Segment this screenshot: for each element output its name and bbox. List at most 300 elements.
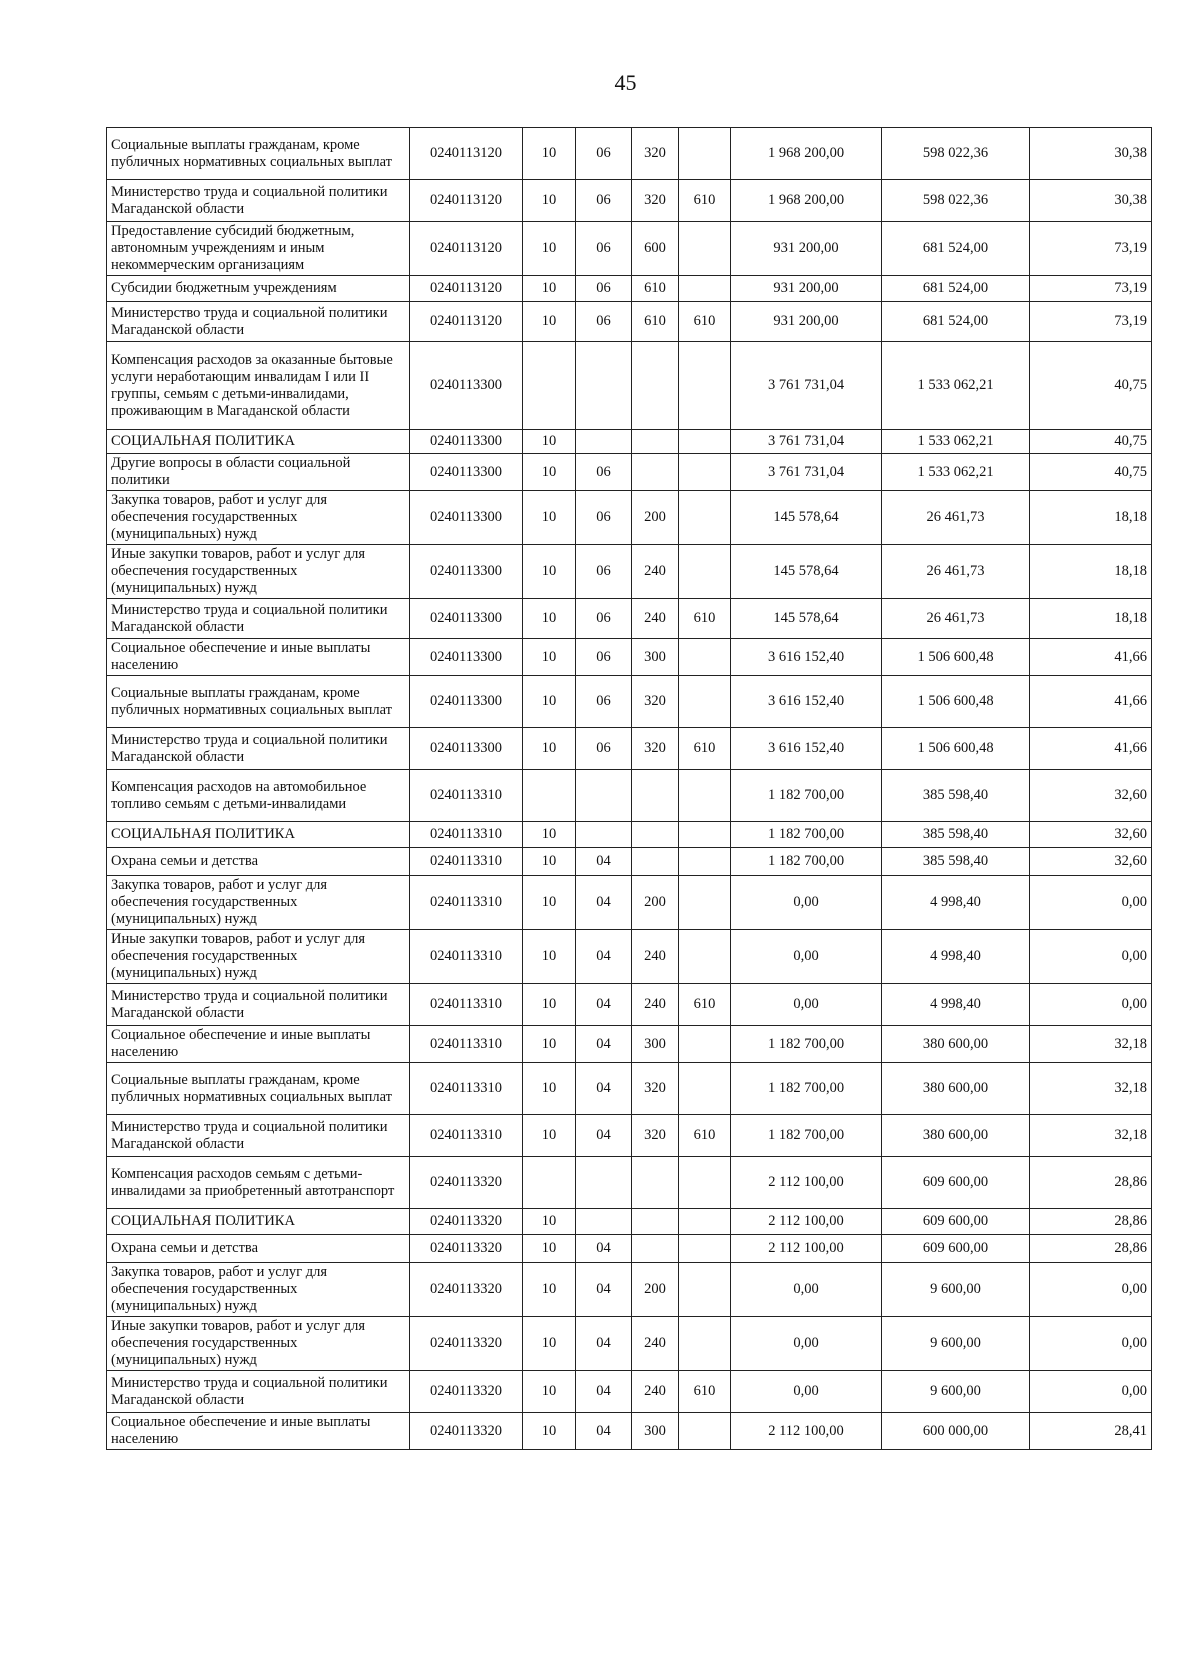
expense-type-code: 320 [632, 1115, 679, 1157]
section-code [523, 1157, 576, 1209]
table-row [107, 276, 1152, 302]
expense-type-code: 320 [632, 128, 679, 180]
row-name: Министерство труда и социальной политики Магаданской области [107, 728, 410, 770]
subsection-code: 06 [576, 454, 632, 491]
section-code: 10 [523, 848, 576, 876]
section-code: 10 [523, 1317, 576, 1371]
table-row [107, 876, 1152, 930]
execution-percent: 28,41 [1030, 1413, 1152, 1450]
actual-amount: 600 000,00 [882, 1413, 1030, 1450]
actual-amount: 385 598,40 [882, 848, 1030, 876]
administrator-code [679, 822, 731, 848]
target-article-code: 0240113310 [410, 770, 523, 822]
planned-amount: 2 112 100,00 [731, 1157, 882, 1209]
planned-amount: 931 200,00 [731, 222, 882, 276]
row-name: Охрана семьи и детства [107, 1235, 410, 1263]
section-code: 10 [523, 491, 576, 545]
subsection-code: 06 [576, 180, 632, 222]
section-code: 10 [523, 1115, 576, 1157]
administrator-code [679, 1263, 731, 1317]
expense-type-code: 300 [632, 1413, 679, 1450]
administrator-code: 610 [679, 302, 731, 342]
subsection-code: 04 [576, 1317, 632, 1371]
table-row [107, 491, 1152, 545]
administrator-code [679, 1026, 731, 1063]
target-article-code: 0240113310 [410, 822, 523, 848]
execution-percent: 30,38 [1030, 180, 1152, 222]
subsection-code: 04 [576, 930, 632, 984]
administrator-code: 610 [679, 984, 731, 1026]
planned-amount: 3 761 731,04 [731, 430, 882, 454]
row-name: Социальное обеспечение и иные выплаты населению [107, 1026, 410, 1063]
actual-amount: 380 600,00 [882, 1115, 1030, 1157]
execution-percent: 32,60 [1030, 770, 1152, 822]
target-article-code: 0240113300 [410, 639, 523, 676]
section-code [523, 770, 576, 822]
target-article-code: 0240113300 [410, 728, 523, 770]
actual-amount: 380 600,00 [882, 1026, 1030, 1063]
target-article-code: 0240113310 [410, 1026, 523, 1063]
row-name: Иные закупки товаров, работ и услуг для обеспечения государственных (муниципальных) нужд [107, 545, 410, 599]
actual-amount: 385 598,40 [882, 770, 1030, 822]
actual-amount: 609 600,00 [882, 1209, 1030, 1235]
planned-amount: 0,00 [731, 984, 882, 1026]
subsection-code [576, 1157, 632, 1209]
section-code: 10 [523, 128, 576, 180]
table-row [107, 128, 1152, 180]
administrator-code: 610 [679, 599, 731, 639]
administrator-code [679, 1413, 731, 1450]
subsection-code: 04 [576, 984, 632, 1026]
execution-percent: 41,66 [1030, 676, 1152, 728]
execution-percent: 0,00 [1030, 876, 1152, 930]
administrator-code [679, 930, 731, 984]
section-code: 10 [523, 822, 576, 848]
row-name: Другие вопросы в области социальной политики [107, 454, 410, 491]
table-row [107, 180, 1152, 222]
row-name: Министерство труда и социальной политики Магаданской области [107, 599, 410, 639]
actual-amount: 9 600,00 [882, 1263, 1030, 1317]
row-name: Министерство труда и социальной политики Магаданской области [107, 180, 410, 222]
subsection-code: 04 [576, 848, 632, 876]
expense-type-code: 240 [632, 930, 679, 984]
expense-type-code [632, 430, 679, 454]
planned-amount: 1 182 700,00 [731, 1063, 882, 1115]
row-name: Социальные выплаты гражданам, кроме публичных нормативных социальных выплат [107, 128, 410, 180]
planned-amount: 1 182 700,00 [731, 848, 882, 876]
administrator-code [679, 1209, 731, 1235]
subsection-code: 06 [576, 276, 632, 302]
planned-amount: 3 761 731,04 [731, 342, 882, 430]
expense-type-code [632, 848, 679, 876]
expense-type-code: 200 [632, 876, 679, 930]
row-name: Социальное обеспечение и иные выплаты населению [107, 639, 410, 676]
actual-amount: 385 598,40 [882, 822, 1030, 848]
table-row [107, 1209, 1152, 1235]
subsection-code [576, 1209, 632, 1235]
table-row [107, 342, 1152, 430]
execution-percent: 0,00 [1030, 1317, 1152, 1371]
target-article-code: 0240113300 [410, 676, 523, 728]
target-article-code: 0240113300 [410, 454, 523, 491]
row-name: Компенсация расходов за оказанные бытовые услуги неработающим инвалидам I или II группы, семьям с детьми-инвалидами, проживающим в Магаданской области [107, 342, 410, 430]
subsection-code: 06 [576, 639, 632, 676]
execution-percent: 0,00 [1030, 1263, 1152, 1317]
planned-amount: 145 578,64 [731, 599, 882, 639]
administrator-code [679, 1063, 731, 1115]
subsection-code: 06 [576, 599, 632, 639]
expense-type-code: 610 [632, 276, 679, 302]
subsection-code: 04 [576, 1371, 632, 1413]
row-name: Министерство труда и социальной политики Магаданской области [107, 1115, 410, 1157]
table-row [107, 1063, 1152, 1115]
expense-type-code: 200 [632, 491, 679, 545]
row-name: Компенсация расходов на автомобильное топливо семьям с детьми-инвалидами [107, 770, 410, 822]
target-article-code: 0240113310 [410, 876, 523, 930]
section-code: 10 [523, 454, 576, 491]
execution-percent: 41,66 [1030, 639, 1152, 676]
table-row [107, 1317, 1152, 1371]
execution-percent: 32,18 [1030, 1026, 1152, 1063]
execution-percent: 0,00 [1030, 984, 1152, 1026]
execution-percent: 73,19 [1030, 302, 1152, 342]
row-name: Социальные выплаты гражданам, кроме публичных нормативных социальных выплат [107, 1063, 410, 1115]
administrator-code: 610 [679, 728, 731, 770]
planned-amount: 3 616 152,40 [731, 676, 882, 728]
execution-percent: 0,00 [1030, 930, 1152, 984]
actual-amount: 4 998,40 [882, 930, 1030, 984]
target-article-code: 0240113320 [410, 1413, 523, 1450]
table-row [107, 639, 1152, 676]
planned-amount: 1 182 700,00 [731, 770, 882, 822]
actual-amount: 609 600,00 [882, 1235, 1030, 1263]
subsection-code: 06 [576, 545, 632, 599]
target-article-code: 0240113300 [410, 491, 523, 545]
administrator-code [679, 876, 731, 930]
execution-percent: 73,19 [1030, 276, 1152, 302]
target-article-code: 0240113320 [410, 1209, 523, 1235]
table-row [107, 302, 1152, 342]
administrator-code [679, 342, 731, 430]
target-article-code: 0240113320 [410, 1157, 523, 1209]
planned-amount: 1 182 700,00 [731, 1026, 882, 1063]
table-row [107, 1371, 1152, 1413]
actual-amount: 26 461,73 [882, 491, 1030, 545]
expense-type-code: 600 [632, 222, 679, 276]
administrator-code [679, 676, 731, 728]
target-article-code: 0240113320 [410, 1263, 523, 1317]
table-row [107, 770, 1152, 822]
planned-amount: 0,00 [731, 930, 882, 984]
execution-percent: 28,86 [1030, 1235, 1152, 1263]
actual-amount: 1 506 600,48 [882, 639, 1030, 676]
target-article-code: 0240113320 [410, 1235, 523, 1263]
planned-amount: 0,00 [731, 1263, 882, 1317]
actual-amount: 1 533 062,21 [882, 430, 1030, 454]
administrator-code [679, 276, 731, 302]
section-code: 10 [523, 430, 576, 454]
actual-amount: 26 461,73 [882, 599, 1030, 639]
table-row [107, 599, 1152, 639]
execution-percent: 40,75 [1030, 430, 1152, 454]
row-name: Предоставление субсидий бюджетным, автономным учреждениям и иным некоммерческим организациям [107, 222, 410, 276]
section-code: 10 [523, 728, 576, 770]
target-article-code: 0240113120 [410, 128, 523, 180]
planned-amount: 145 578,64 [731, 545, 882, 599]
expense-type-code: 240 [632, 545, 679, 599]
section-code: 10 [523, 1063, 576, 1115]
administrator-code: 610 [679, 180, 731, 222]
execution-percent: 32,18 [1030, 1115, 1152, 1157]
execution-percent: 32,18 [1030, 1063, 1152, 1115]
planned-amount: 0,00 [731, 876, 882, 930]
section-code: 10 [523, 1026, 576, 1063]
administrator-code [679, 639, 731, 676]
target-article-code: 0240113120 [410, 222, 523, 276]
planned-amount: 931 200,00 [731, 276, 882, 302]
row-name: Социальное обеспечение и иные выплаты населению [107, 1413, 410, 1450]
table-row [107, 1157, 1152, 1209]
subsection-code: 06 [576, 728, 632, 770]
target-article-code: 0240113310 [410, 984, 523, 1026]
execution-percent: 41,66 [1030, 728, 1152, 770]
expense-type-code: 300 [632, 1026, 679, 1063]
row-name: Министерство труда и социальной политики Магаданской области [107, 302, 410, 342]
execution-percent: 73,19 [1030, 222, 1152, 276]
expense-type-code [632, 1157, 679, 1209]
table-row [107, 1263, 1152, 1317]
administrator-code: 610 [679, 1371, 731, 1413]
subsection-code: 04 [576, 1026, 632, 1063]
subsection-code: 06 [576, 302, 632, 342]
expense-type-code: 200 [632, 1263, 679, 1317]
section-code: 10 [523, 984, 576, 1026]
execution-percent: 18,18 [1030, 599, 1152, 639]
subsection-code [576, 430, 632, 454]
administrator-code [679, 128, 731, 180]
section-code: 10 [523, 599, 576, 639]
expense-type-code: 320 [632, 180, 679, 222]
target-article-code: 0240113120 [410, 276, 523, 302]
row-name: Социальные выплаты гражданам, кроме публичных нормативных социальных выплат [107, 676, 410, 728]
actual-amount: 4 998,40 [882, 876, 1030, 930]
budget-table [106, 127, 1152, 1450]
expense-type-code: 320 [632, 676, 679, 728]
row-name: Охрана семьи и детства [107, 848, 410, 876]
expense-type-code: 300 [632, 639, 679, 676]
table-row [107, 1026, 1152, 1063]
subsection-code: 06 [576, 222, 632, 276]
target-article-code: 0240113300 [410, 430, 523, 454]
subsection-code: 04 [576, 1115, 632, 1157]
execution-percent: 40,75 [1030, 342, 1152, 430]
execution-percent: 0,00 [1030, 1371, 1152, 1413]
target-article-code: 0240113300 [410, 599, 523, 639]
expense-type-code [632, 454, 679, 491]
administrator-code [679, 545, 731, 599]
row-name: Закупка товаров, работ и услуг для обеспечения государственных (муниципальных) нужд [107, 876, 410, 930]
subsection-code: 04 [576, 1413, 632, 1450]
table-row [107, 430, 1152, 454]
row-name: Иные закупки товаров, работ и услуг для обеспечения государственных (муниципальных) нужд [107, 1317, 410, 1371]
planned-amount: 1 968 200,00 [731, 180, 882, 222]
actual-amount: 380 600,00 [882, 1063, 1030, 1115]
table-row [107, 728, 1152, 770]
execution-percent: 40,75 [1030, 454, 1152, 491]
table-row [107, 1235, 1152, 1263]
section-code: 10 [523, 676, 576, 728]
actual-amount: 9 600,00 [882, 1371, 1030, 1413]
planned-amount: 1 182 700,00 [731, 822, 882, 848]
target-article-code: 0240113300 [410, 545, 523, 599]
row-name: Закупка товаров, работ и услуг для обеспечения государственных (муниципальных) нужд [107, 1263, 410, 1317]
subsection-code [576, 342, 632, 430]
row-name: СОЦИАЛЬНАЯ ПОЛИТИКА [107, 822, 410, 848]
target-article-code: 0240113300 [410, 342, 523, 430]
actual-amount: 1 506 600,48 [882, 676, 1030, 728]
execution-percent: 28,86 [1030, 1157, 1152, 1209]
section-code: 10 [523, 1235, 576, 1263]
actual-amount: 1 506 600,48 [882, 728, 1030, 770]
subsection-code: 06 [576, 128, 632, 180]
section-code: 10 [523, 1263, 576, 1317]
actual-amount: 681 524,00 [882, 302, 1030, 342]
expense-type-code: 240 [632, 1317, 679, 1371]
section-code: 10 [523, 930, 576, 984]
table-row [107, 545, 1152, 599]
target-article-code: 0240113320 [410, 1317, 523, 1371]
row-name: СОЦИАЛЬНАЯ ПОЛИТИКА [107, 1209, 410, 1235]
table-row [107, 1115, 1152, 1157]
section-code: 10 [523, 1209, 576, 1235]
target-article-code: 0240113120 [410, 180, 523, 222]
administrator-code [679, 770, 731, 822]
subsection-code: 04 [576, 876, 632, 930]
row-name: Субсидии бюджетным учреждениям [107, 276, 410, 302]
section-code: 10 [523, 276, 576, 302]
execution-percent: 30,38 [1030, 128, 1152, 180]
actual-amount: 609 600,00 [882, 1157, 1030, 1209]
subsection-code: 04 [576, 1263, 632, 1317]
table-row [107, 222, 1152, 276]
section-code: 10 [523, 222, 576, 276]
planned-amount: 145 578,64 [731, 491, 882, 545]
table-row [107, 1413, 1152, 1450]
actual-amount: 598 022,36 [882, 180, 1030, 222]
planned-amount: 3 761 731,04 [731, 454, 882, 491]
expense-type-code: 240 [632, 984, 679, 1026]
actual-amount: 26 461,73 [882, 545, 1030, 599]
administrator-code [679, 1157, 731, 1209]
administrator-code [679, 491, 731, 545]
section-code: 10 [523, 545, 576, 599]
table-row [107, 676, 1152, 728]
table-row [107, 984, 1152, 1026]
actual-amount: 1 533 062,21 [882, 454, 1030, 491]
target-article-code: 0240113320 [410, 1371, 523, 1413]
actual-amount: 4 998,40 [882, 984, 1030, 1026]
row-name: Закупка товаров, работ и услуг для обеспечения государственных (муниципальных) нужд [107, 491, 410, 545]
actual-amount: 1 533 062,21 [882, 342, 1030, 430]
section-code: 10 [523, 1413, 576, 1450]
table-row [107, 454, 1152, 491]
planned-amount: 1 968 200,00 [731, 128, 882, 180]
planned-amount: 2 112 100,00 [731, 1209, 882, 1235]
expense-type-code [632, 1235, 679, 1263]
planned-amount: 1 182 700,00 [731, 1115, 882, 1157]
administrator-code [679, 1317, 731, 1371]
execution-percent: 28,86 [1030, 1209, 1152, 1235]
page-number: 45 [614, 70, 637, 95]
row-name: Министерство труда и социальной политики Магаданской области [107, 1371, 410, 1413]
row-name: Компенсация расходов семьям с детьми-инвалидами за приобретенный автотранспорт [107, 1157, 410, 1209]
row-name: СОЦИАЛЬНАЯ ПОЛИТИКА [107, 430, 410, 454]
administrator-code [679, 1235, 731, 1263]
expense-type-code: 320 [632, 1063, 679, 1115]
target-article-code: 0240113310 [410, 1115, 523, 1157]
section-code [523, 342, 576, 430]
section-code: 10 [523, 180, 576, 222]
row-name: Иные закупки товаров, работ и услуг для обеспечения государственных (муниципальных) нужд [107, 930, 410, 984]
expense-type-code: 610 [632, 302, 679, 342]
target-article-code: 0240113310 [410, 930, 523, 984]
subsection-code: 06 [576, 676, 632, 728]
expense-type-code [632, 342, 679, 430]
table-body [107, 128, 1152, 1450]
execution-percent: 32,60 [1030, 848, 1152, 876]
target-article-code: 0240113120 [410, 302, 523, 342]
planned-amount: 2 112 100,00 [731, 1235, 882, 1263]
administrator-code [679, 454, 731, 491]
expense-type-code: 240 [632, 599, 679, 639]
administrator-code [679, 222, 731, 276]
table-row [107, 822, 1152, 848]
execution-percent: 18,18 [1030, 545, 1152, 599]
actual-amount: 598 022,36 [882, 128, 1030, 180]
subsection-code: 04 [576, 1063, 632, 1115]
section-code: 10 [523, 639, 576, 676]
subsection-code [576, 822, 632, 848]
actual-amount: 681 524,00 [882, 222, 1030, 276]
expense-type-code: 240 [632, 1371, 679, 1413]
subsection-code [576, 770, 632, 822]
administrator-code: 610 [679, 1115, 731, 1157]
row-name: Министерство труда и социальной политики Магаданской области [107, 984, 410, 1026]
subsection-code: 06 [576, 491, 632, 545]
planned-amount: 2 112 100,00 [731, 1413, 882, 1450]
subsection-code: 04 [576, 1235, 632, 1263]
execution-percent: 32,60 [1030, 822, 1152, 848]
administrator-code [679, 430, 731, 454]
table-row [107, 848, 1152, 876]
planned-amount: 931 200,00 [731, 302, 882, 342]
section-code: 10 [523, 302, 576, 342]
expense-type-code: 320 [632, 728, 679, 770]
section-code: 10 [523, 1371, 576, 1413]
section-code: 10 [523, 876, 576, 930]
target-article-code: 0240113310 [410, 1063, 523, 1115]
execution-percent: 18,18 [1030, 491, 1152, 545]
expense-type-code [632, 1209, 679, 1235]
planned-amount: 0,00 [731, 1371, 882, 1413]
actual-amount: 681 524,00 [882, 276, 1030, 302]
planned-amount: 0,00 [731, 1317, 882, 1371]
expense-type-code [632, 822, 679, 848]
target-article-code: 0240113310 [410, 848, 523, 876]
planned-amount: 3 616 152,40 [731, 639, 882, 676]
expense-type-code [632, 770, 679, 822]
actual-amount: 9 600,00 [882, 1317, 1030, 1371]
